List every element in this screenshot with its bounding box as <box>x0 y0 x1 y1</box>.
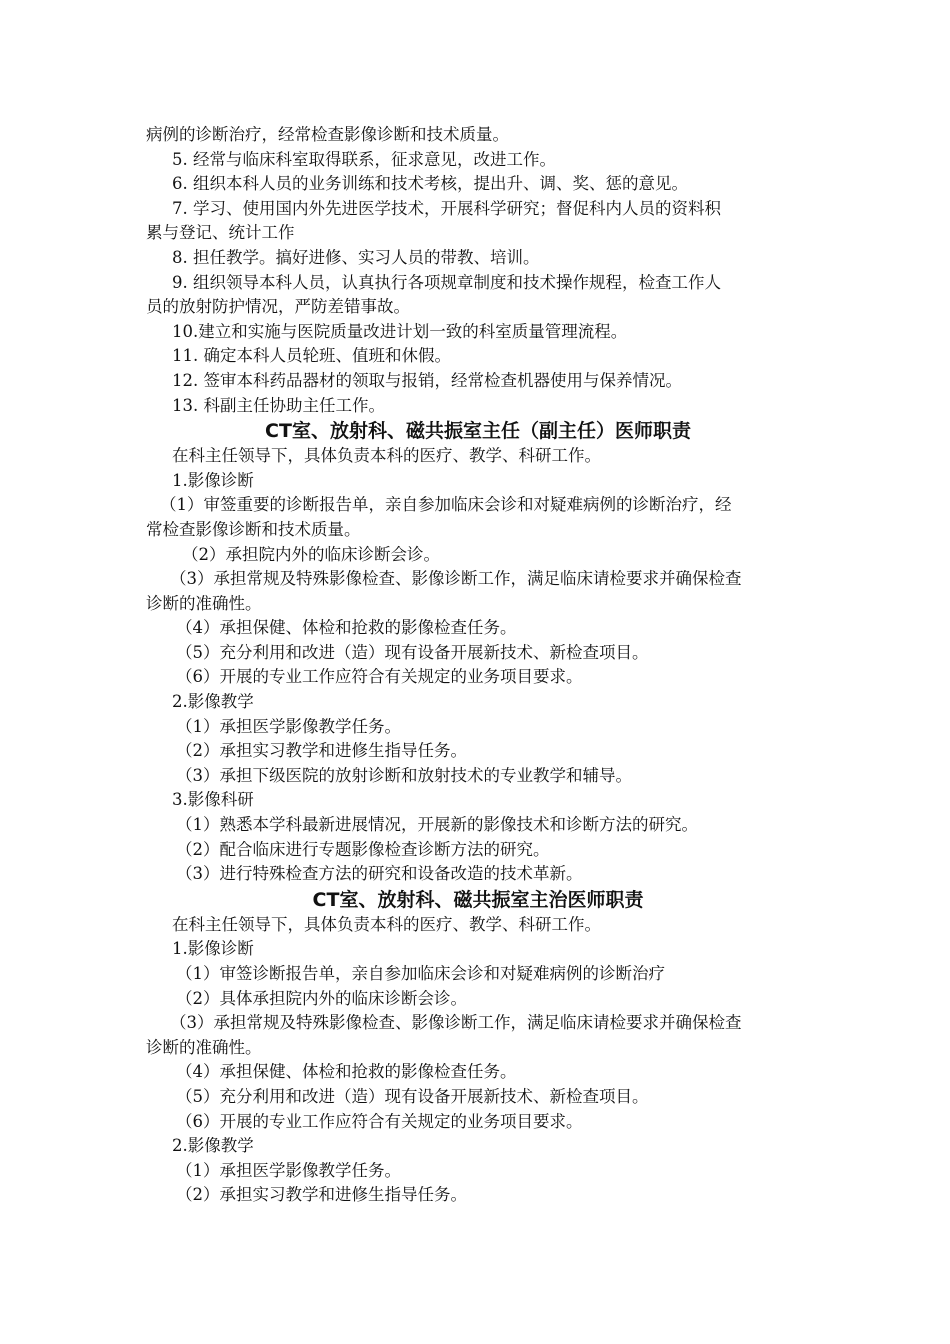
section-title: CT室、放射科、磁共振室主任（副主任）医师职责 <box>265 420 691 443</box>
list-item: （3）承担常规及特殊影像检查、影像诊断工作，满足临床请检要求并确保检查 <box>170 569 742 589</box>
duty-item-7: 7. 学习、使用国内外先进医学技术，开展科学研究；督促科内人员的资料积 <box>172 198 721 218</box>
duty-item-11: 11. 确定本科人员轮班、值班和休假。 <box>172 346 451 366</box>
duty-item-13: 13. 科副主任协助主任工作。 <box>172 395 385 415</box>
list-item: （4）承担保健、体检和抢救的影像检查任务。 <box>176 1062 517 1082</box>
list-item-cont: 诊断的准确性。 <box>146 1037 262 1057</box>
list-item: （1）审签重要的诊断报告单，亲自参加临床会诊和对疑难病例的诊断治疗，经 <box>160 495 732 515</box>
section-director-duties-continued <box>146 123 810 418</box>
list-item: （1）承担医学影像教学任务。 <box>176 716 401 736</box>
document-page <box>146 123 810 1208</box>
list-item: （3）进行特殊检查方法的研究和设备改造的技术革新。 <box>176 864 583 884</box>
subheading-imaging-diagnosis: 1.影像诊断 <box>172 939 254 959</box>
duty-item-5: 5. 经常与临床科室取得联系，征求意见，改进工作。 <box>172 149 556 169</box>
duty-item-9: 9. 组织领导本科人员，认真执行各项规章制度和技术操作规程，检查工作人 <box>172 272 721 292</box>
list-item: （1）承担医学影像教学任务。 <box>176 1160 401 1180</box>
section-attending-physician-duties <box>146 887 810 1208</box>
list-item: （1）熟悉本学科最新进展情况，开展新的影像技术和诊断方法的研究。 <box>176 815 698 835</box>
intro-line: 在科主任领导下，具体负责本科的医疗、教学、科研工作。 <box>172 446 601 466</box>
subheading-imaging-diagnosis: 1.影像诊断 <box>172 470 254 490</box>
duty-item-10: 10.建立和实施与医院质量改进计划一致的科室质量管理流程。 <box>172 321 628 341</box>
list-item: （2）配合临床进行专题影像检查诊断方法的研究。 <box>176 839 550 859</box>
subheading-imaging-teaching: 2.影像教学 <box>172 1136 254 1156</box>
list-item-cont: 诊断的准确性。 <box>146 593 262 613</box>
list-item: （5）充分利用和改进（造）现有设备开展新技术、新检查项目。 <box>176 642 649 662</box>
list-item: （3）承担下级医院的放射诊断和放射技术的专业教学和辅导。 <box>176 765 632 785</box>
duty-item-12: 12. 签审本科药品器材的领取与报销，经常检查机器使用与保养情况。 <box>172 370 682 390</box>
list-item: （3）承担常规及特殊影像检查、影像诊断工作，满足临床请检要求并确保检查 <box>170 1013 742 1033</box>
duty-item-7-cont: 累与登记、统计工作 <box>146 223 295 243</box>
duty-item-9-cont: 员的放射防护情况，严防差错事故。 <box>146 297 410 317</box>
list-item: （2）承担实习教学和进修生指导任务。 <box>176 741 467 761</box>
section-chief-physician-duties <box>146 418 810 887</box>
duty-item-8: 8. 担任教学。搞好进修、实习人员的带教、培训。 <box>172 247 540 267</box>
list-item: （4）承担保健、体检和抢救的影像检查任务。 <box>176 618 517 638</box>
paragraph-line: 病例的诊断治疗，经常检查影像诊断和技术质量。 <box>146 125 509 144</box>
subheading-imaging-teaching: 2.影像教学 <box>172 692 254 712</box>
subheading-imaging-research: 3.影像科研 <box>172 790 254 810</box>
list-item: （6）开展的专业工作应符合有关规定的业务项目要求。 <box>176 667 583 687</box>
list-item: （5）充分利用和改进（造）现有设备开展新技术、新检查项目。 <box>176 1086 649 1106</box>
list-item: （2）承担院内外的临床诊断会诊。 <box>182 544 440 564</box>
intro-line: 在科主任领导下，具体负责本科的医疗、教学、科研工作。 <box>172 914 601 934</box>
duty-item-6: 6. 组织本科人员的业务训练和技术考核，提出升、调、奖、惩的意见。 <box>172 174 688 194</box>
list-item: （6）开展的专业工作应符合有关规定的业务项目要求。 <box>176 1111 583 1131</box>
list-item-cont: 常检查影像诊断和技术质量。 <box>146 519 361 539</box>
list-item: （2）具体承担院内外的临床诊断会诊。 <box>176 988 467 1008</box>
list-item: （2）承担实习教学和进修生指导任务。 <box>176 1185 467 1205</box>
section-title: CT室、放射科、磁共振室主治医师职责 <box>312 888 644 911</box>
list-item: （1）审签诊断报告单，亲自参加临床会诊和对疑难病例的诊断治疗 <box>176 964 665 983</box>
